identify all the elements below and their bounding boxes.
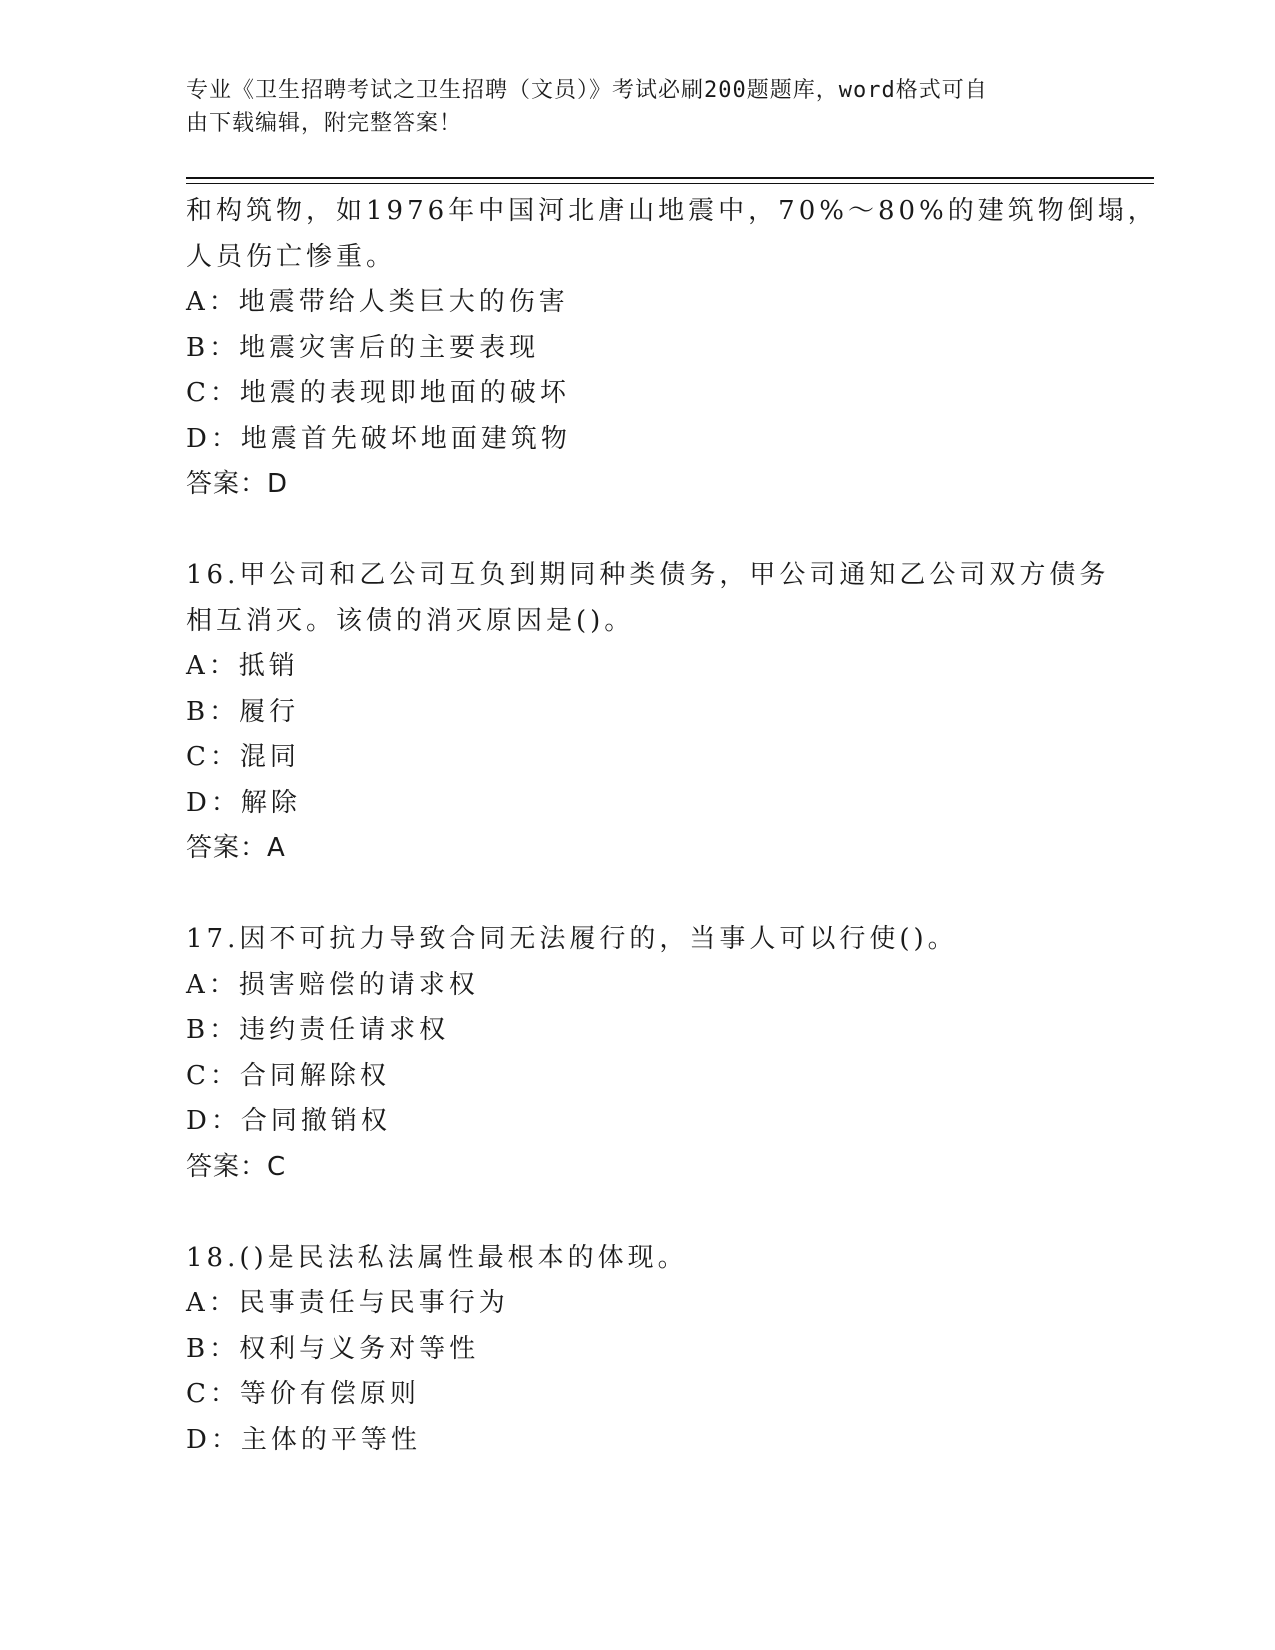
option-c: C：地震的表现即地面的破坏 — [186, 378, 570, 408]
header-rule-thick — [186, 177, 1154, 179]
question-stem-line: 17.因不可抗力导致合同无法履行的，当事人可以行使()。 — [186, 924, 958, 954]
question-16 — [186, 553, 1110, 872]
option-d: D：主体的平等性 — [186, 1424, 421, 1455]
option-d: D：合同撤销权 — [186, 1106, 391, 1136]
question-stem-line: 人员伤亡惨重。 — [186, 241, 397, 272]
header-rule-thin — [186, 183, 1154, 184]
option-b: B：违约责任请求权 — [186, 1015, 450, 1045]
question-15-continuation — [186, 189, 1158, 508]
option-a: A：损害赔偿的请求权 — [186, 969, 479, 1000]
option-a: A：民事责任与民事行为 — [186, 1288, 509, 1318]
header-line-1: 专业《卫生招聘考试之卫生招聘（文员）》考试必刷200题题库，word格式可自 — [186, 78, 988, 103]
spacer — [186, 872, 1106, 918]
option-d: D：地震首先破坏地面建筑物 — [186, 423, 571, 454]
option-b: B：地震灾害后的主要表现 — [186, 332, 540, 363]
answer-line: 答案：D — [186, 469, 289, 499]
question-stem-line: 16.甲公司和乙公司互负到期同种类债务，甲公司通知乙公司双方债务 — [186, 560, 1110, 590]
option-b: B：权利与义务对等性 — [186, 1333, 480, 1364]
option-b: B：履行 — [186, 696, 300, 727]
question-18 — [186, 1236, 1106, 1464]
option-c: C：等价有偿原则 — [186, 1379, 420, 1409]
header-line-2: 由下载编辑，附完整答案！ — [186, 111, 463, 136]
spacer — [186, 1190, 1106, 1236]
option-a: A：地震带给人类巨大的伤害 — [186, 287, 569, 317]
option-c: C：混同 — [186, 742, 300, 772]
option-c: C：合同解除权 — [186, 1060, 390, 1091]
question-17 — [186, 917, 1106, 1190]
answer-line: 答案：A — [186, 833, 286, 863]
document-header — [186, 74, 1086, 140]
option-d: D：解除 — [186, 787, 301, 818]
question-stem-line: 相互消灭。该债的消灭原因是()。 — [186, 605, 635, 636]
question-stem-line: 和构筑物，如1976年中国河北唐山地震中，70%～80%的建筑物倒塌， — [186, 196, 1158, 226]
question-stem-line: 18.()是民法私法属性最根本的体现。 — [186, 1242, 688, 1273]
spacer — [186, 508, 1106, 554]
document-body — [186, 189, 1158, 1463]
answer-line: 答案：C — [186, 1151, 287, 1182]
option-a: A：抵销 — [186, 651, 299, 681]
